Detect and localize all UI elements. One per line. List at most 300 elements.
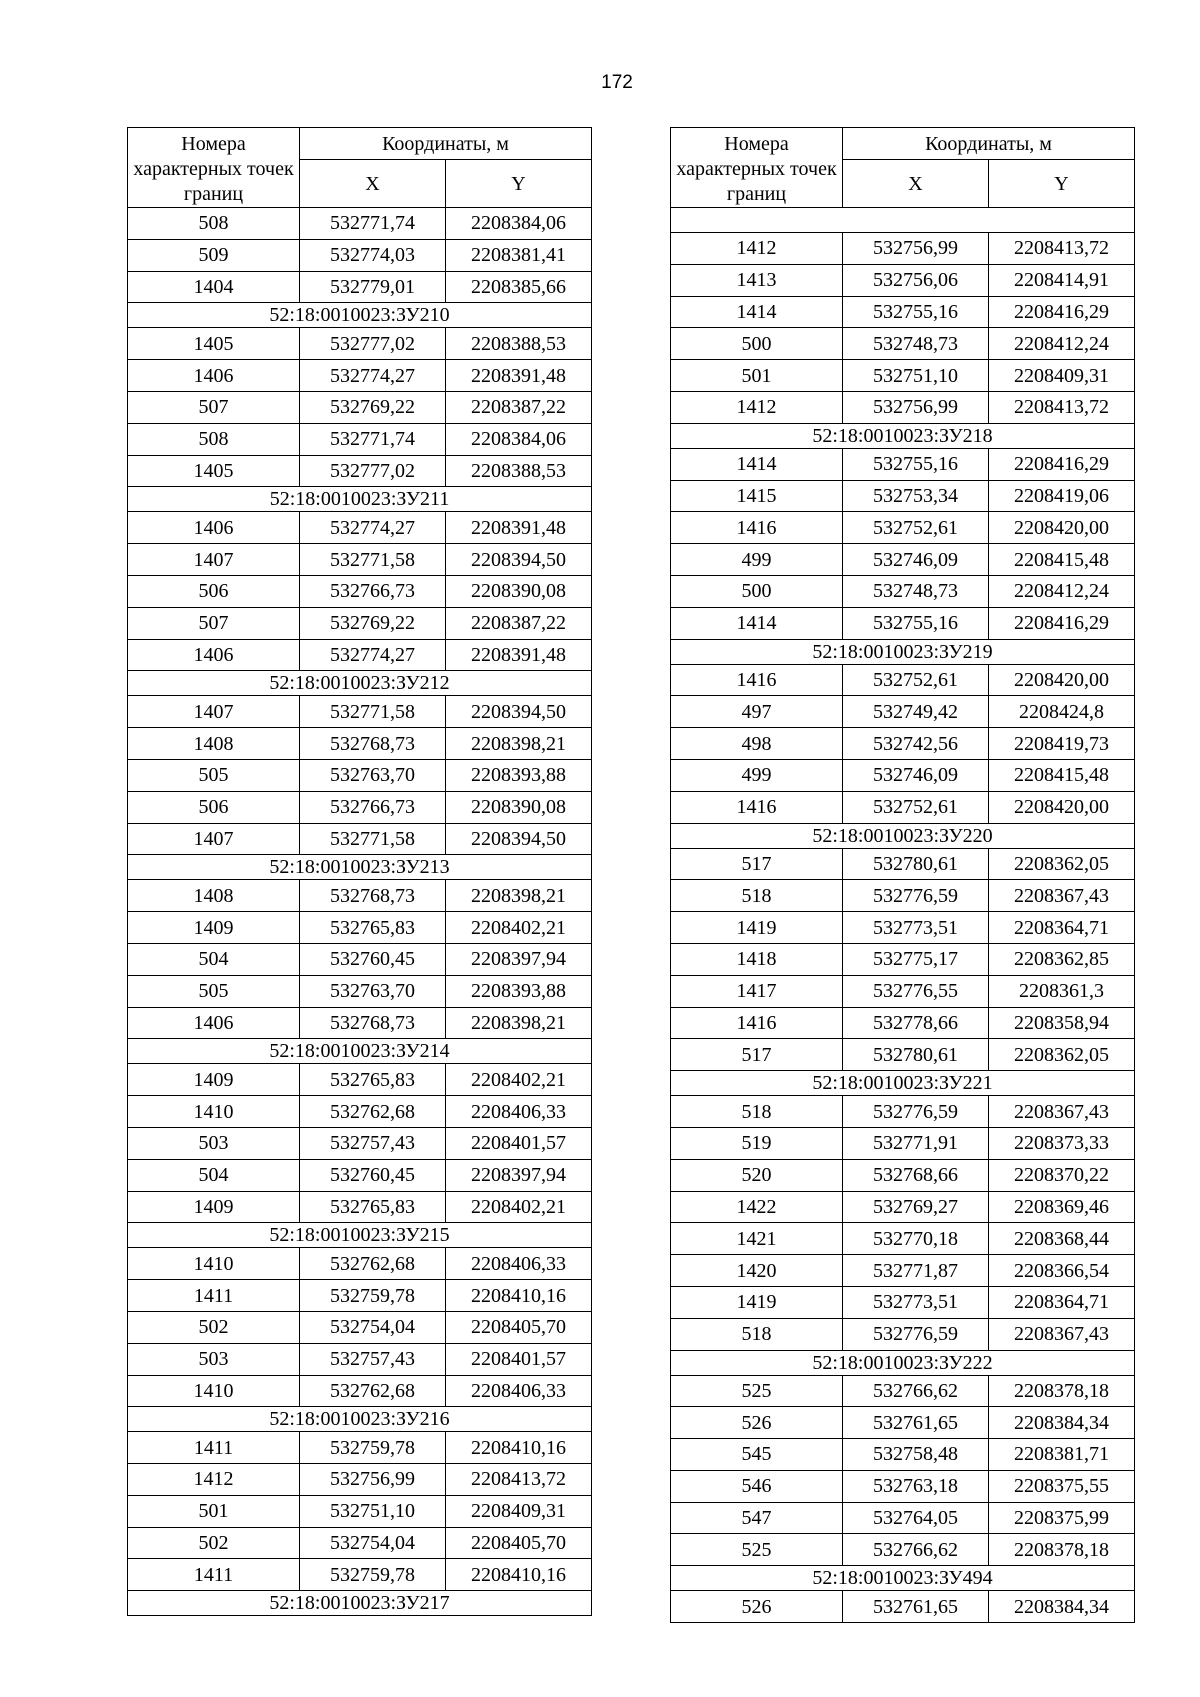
x-coordinate-cell: 532770,18 (843, 1223, 989, 1255)
point-number-cell: 504 (128, 1159, 300, 1191)
coordinate-row (128, 544, 592, 576)
parcel-cadastral-number: 52:18:0010023:ЗУ210 (128, 303, 592, 328)
point-number-cell: 1408 (128, 728, 300, 760)
coordinate-row (128, 1096, 592, 1128)
coordinate-row (671, 664, 1135, 696)
coordinate-row (671, 1407, 1135, 1439)
y-coordinate-cell: 2208362,05 (989, 848, 1135, 880)
parcel-section-row (128, 1223, 592, 1248)
y-coordinate-cell: 2208402,21 (446, 912, 592, 944)
point-number-cell: 498 (671, 728, 843, 760)
coordinate-row (128, 639, 592, 671)
y-coordinate-cell: 2208358,94 (989, 1007, 1135, 1039)
coordinate-row (128, 1064, 592, 1096)
parcel-section-row (128, 1407, 592, 1432)
parcel-cadastral-number: 52:18:0010023:ЗУ214 (128, 1039, 592, 1064)
y-coordinate-cell: 2208384,06 (446, 423, 592, 455)
coordinate-row (671, 1286, 1135, 1318)
point-number-cell: 1415 (671, 480, 843, 512)
coordinate-row (671, 544, 1135, 576)
point-number-cell: 1413 (671, 264, 843, 296)
y-coordinate-cell: 2208410,16 (446, 1280, 592, 1312)
point-number-cell: 1411 (128, 1559, 300, 1591)
coordinates-header: Координаты, м (300, 128, 592, 160)
x-coordinate-cell: 532769,27 (843, 1191, 989, 1223)
x-coordinate-cell: 532756,06 (843, 264, 989, 296)
parcel-cadastral-number (671, 208, 1135, 233)
y-coordinate-cell: 2208419,06 (989, 480, 1135, 512)
y-coordinate-cell: 2208388,53 (446, 328, 592, 360)
point-number-cell: 1416 (671, 791, 843, 823)
point-number-cell: 499 (671, 759, 843, 791)
parcel-section-row (128, 487, 592, 512)
coordinate-row (128, 943, 592, 975)
y-coordinate-cell: 2208394,50 (446, 823, 592, 855)
x-coordinate-cell: 532768,73 (300, 728, 446, 760)
point-number-cell: 518 (671, 1096, 843, 1128)
parcel-section-row (671, 1350, 1135, 1375)
point-number-cell: 1406 (128, 639, 300, 671)
x-coordinate-cell: 532752,61 (843, 791, 989, 823)
x-coordinate-cell: 532777,02 (300, 455, 446, 487)
coordinate-row (128, 1464, 592, 1496)
y-coordinate-cell: 2208391,48 (446, 360, 592, 392)
y-coordinate-cell: 2208391,48 (446, 639, 592, 671)
point-number-cell: 520 (671, 1159, 843, 1191)
point-number-cell: 503 (128, 1127, 300, 1159)
y-coordinate-cell: 2208409,31 (446, 1495, 592, 1527)
point-number-cell: 1419 (671, 912, 843, 944)
coordinate-row (671, 912, 1135, 944)
point-number-cell: 506 (128, 575, 300, 607)
coordinate-row (128, 1559, 592, 1591)
y-coordinate-cell: 2208413,72 (446, 1464, 592, 1496)
x-coordinate-cell: 532766,73 (300, 791, 446, 823)
x-coordinate-cell: 532762,68 (300, 1248, 446, 1280)
y-coordinate-cell: 2208402,21 (446, 1191, 592, 1223)
coordinate-row (128, 1191, 592, 1223)
coordinates-header: Координаты, м (843, 128, 1135, 160)
y-coordinate-cell: 2208394,50 (446, 544, 592, 576)
coordinate-row (671, 1007, 1135, 1039)
x-coordinate-cell: 532751,10 (843, 360, 989, 392)
point-number-cell: 545 (671, 1439, 843, 1471)
x-coordinate-cell: 532748,73 (843, 575, 989, 607)
y-coordinate-cell: 2208419,73 (989, 728, 1135, 760)
x-coordinate-cell: 532761,65 (843, 1591, 989, 1623)
point-number-cell: 1406 (128, 1007, 300, 1039)
x-coordinate-cell: 532771,74 (300, 423, 446, 455)
y-coordinate-cell: 2208397,94 (446, 1159, 592, 1191)
coordinate-row (128, 1495, 592, 1527)
x-coordinate-cell: 532771,87 (843, 1255, 989, 1287)
coordinate-row (671, 607, 1135, 639)
point-number-cell: 525 (671, 1375, 843, 1407)
x-coordinate-cell: 532758,48 (843, 1439, 989, 1471)
x-coordinate-cell: 532763,70 (300, 975, 446, 1007)
coordinate-row (671, 1191, 1135, 1223)
coordinate-row (128, 1159, 592, 1191)
point-number-cell: 1407 (128, 696, 300, 728)
parcel-section-row (671, 1071, 1135, 1096)
point-number-cell: 517 (671, 848, 843, 880)
x-coordinate-cell: 532766,73 (300, 575, 446, 607)
x-coordinate-cell: 532773,51 (843, 912, 989, 944)
parcel-cadastral-number: 52:18:0010023:ЗУ220 (671, 823, 1135, 848)
parcel-cadastral-number: 52:18:0010023:ЗУ213 (128, 855, 592, 880)
y-coordinate-cell: 2208390,08 (446, 575, 592, 607)
coordinate-row (128, 360, 592, 392)
x-coordinate-cell: 532749,42 (843, 696, 989, 728)
x-coordinate-cell: 532751,10 (300, 1495, 446, 1527)
parcel-section-row (128, 1039, 592, 1064)
y-coordinate-cell: 2208361,3 (989, 975, 1135, 1007)
point-number-cell: 1414 (671, 296, 843, 328)
page-number: 172 (601, 72, 633, 93)
coordinate-row (671, 975, 1135, 1007)
x-coordinate-cell: 532759,78 (300, 1559, 446, 1591)
y-coordinate-cell: 2208410,16 (446, 1559, 592, 1591)
x-coordinate-cell: 532780,61 (843, 1039, 989, 1071)
y-coordinate-cell: 2208390,08 (446, 791, 592, 823)
coordinate-row (671, 480, 1135, 512)
x-coordinate-cell: 532776,59 (843, 880, 989, 912)
y-coordinate-cell: 2208405,70 (446, 1311, 592, 1343)
parcel-cadastral-number: 52:18:0010023:ЗУ222 (671, 1350, 1135, 1375)
coordinate-row (128, 208, 592, 240)
x-coordinate-cell: 532765,83 (300, 912, 446, 944)
y-coordinate-cell: 2208414,91 (989, 264, 1135, 296)
x-coordinate-cell: 532753,34 (843, 480, 989, 512)
x-coordinate-cell: 532754,04 (300, 1527, 446, 1559)
coordinate-row (128, 759, 592, 791)
y-coordinate-cell: 2208387,22 (446, 607, 592, 639)
coordinate-row (128, 328, 592, 360)
coordinate-row (128, 728, 592, 760)
x-coordinate-cell: 532774,27 (300, 360, 446, 392)
point-number-cell: 1417 (671, 975, 843, 1007)
point-number-cell: 1404 (128, 271, 300, 303)
y-coordinate-cell: 2208424,8 (989, 696, 1135, 728)
point-number-cell: 505 (128, 975, 300, 1007)
x-coordinate-cell: 532756,99 (843, 233, 989, 265)
y-coordinate-cell: 2208367,43 (989, 880, 1135, 912)
point-number-cell: 1411 (128, 1280, 300, 1312)
y-coordinate-cell: 2208405,70 (446, 1527, 592, 1559)
x-coordinate-cell: 532771,74 (300, 208, 446, 240)
coordinate-row (671, 728, 1135, 760)
coordinate-row (128, 1375, 592, 1407)
y-coordinate-cell: 2208413,72 (989, 233, 1135, 265)
x-coordinate-cell: 532768,66 (843, 1159, 989, 1191)
y-coordinate-cell: 2208416,29 (989, 448, 1135, 480)
parcel-section-row (671, 208, 1135, 233)
point-number-cell: 546 (671, 1470, 843, 1502)
y-coordinate-cell: 2208406,33 (446, 1248, 592, 1280)
coordinates-table-left (127, 127, 592, 1616)
parcel-cadastral-number: 52:18:0010023:ЗУ221 (671, 1071, 1135, 1096)
coordinate-row (671, 1127, 1135, 1159)
y-coordinate-cell: 2208369,46 (989, 1191, 1135, 1223)
point-number-cell: 1420 (671, 1255, 843, 1287)
y-column-header: Y (446, 160, 592, 208)
point-number-cell: 504 (128, 943, 300, 975)
x-coordinate-cell: 532742,56 (843, 728, 989, 760)
coordinate-row (671, 943, 1135, 975)
coordinate-row (128, 880, 592, 912)
y-coordinate-cell: 2208402,21 (446, 1064, 592, 1096)
parcel-cadastral-number: 52:18:0010023:ЗУ494 (671, 1566, 1135, 1591)
point-number-cell: 1416 (671, 1007, 843, 1039)
point-number-cell: 501 (128, 1495, 300, 1527)
x-coordinate-cell: 532769,22 (300, 607, 446, 639)
y-coordinate-cell: 2208415,48 (989, 759, 1135, 791)
point-number-cell: 1416 (671, 512, 843, 544)
x-column-header: X (843, 160, 989, 208)
x-coordinate-cell: 532774,27 (300, 639, 446, 671)
y-coordinate-cell: 2208384,34 (989, 1407, 1135, 1439)
coordinate-row (128, 823, 592, 855)
coordinate-row (671, 512, 1135, 544)
y-coordinate-cell: 2208375,99 (989, 1502, 1135, 1534)
coordinate-row (671, 1318, 1135, 1350)
coordinates-table-right (670, 127, 1135, 1623)
x-coordinate-cell: 532760,45 (300, 943, 446, 975)
parcel-cadastral-number: 52:18:0010023:ЗУ217 (128, 1591, 592, 1616)
parcel-section-row (671, 1566, 1135, 1591)
y-coordinate-cell: 2208406,33 (446, 1375, 592, 1407)
point-number-cell: 1416 (671, 664, 843, 696)
x-coordinate-cell: 532762,68 (300, 1375, 446, 1407)
x-coordinate-cell: 532763,70 (300, 759, 446, 791)
coordinate-row (128, 1007, 592, 1039)
parcel-cadastral-number: 52:18:0010023:ЗУ216 (128, 1407, 592, 1432)
parcel-section-row (128, 855, 592, 880)
coordinate-row (671, 264, 1135, 296)
coordinate-row (671, 759, 1135, 791)
coordinate-row (671, 448, 1135, 480)
y-coordinate-cell: 2208393,88 (446, 759, 592, 791)
coordinate-row (128, 239, 592, 271)
point-number-cell: 526 (671, 1407, 843, 1439)
y-coordinate-cell: 2208378,18 (989, 1375, 1135, 1407)
coordinate-row (128, 423, 592, 455)
point-number-cell: 518 (671, 880, 843, 912)
x-coordinate-cell: 532748,73 (843, 328, 989, 360)
coordinate-row (671, 296, 1135, 328)
x-coordinate-cell: 532763,18 (843, 1470, 989, 1502)
point-number-cell: 507 (128, 607, 300, 639)
point-number-cell: 1407 (128, 823, 300, 855)
y-coordinate-cell: 2208381,71 (989, 1439, 1135, 1471)
y-coordinate-cell: 2208412,24 (989, 328, 1135, 360)
y-coordinate-cell: 2208420,00 (989, 664, 1135, 696)
parcel-cadastral-number: 52:18:0010023:ЗУ212 (128, 671, 592, 696)
coordinate-row (128, 391, 592, 423)
x-coordinate-cell: 532774,03 (300, 239, 446, 271)
x-coordinate-cell: 532780,61 (843, 848, 989, 880)
coordinate-row (671, 575, 1135, 607)
parcel-section-row (128, 1591, 592, 1616)
y-coordinate-cell: 2208393,88 (446, 975, 592, 1007)
y-coordinate-cell: 2208366,54 (989, 1255, 1135, 1287)
point-number-cell: 1414 (671, 448, 843, 480)
point-number-cell: 1410 (128, 1248, 300, 1280)
point-number-cell: 1412 (671, 233, 843, 265)
y-coordinate-cell: 2208368,44 (989, 1223, 1135, 1255)
x-coordinate-cell: 532757,43 (300, 1127, 446, 1159)
y-coordinate-cell: 2208398,21 (446, 1007, 592, 1039)
y-coordinate-cell: 2208409,31 (989, 360, 1135, 392)
point-number-cell: 497 (671, 696, 843, 728)
y-coordinate-cell: 2208367,43 (989, 1096, 1135, 1128)
y-coordinate-cell: 2208416,29 (989, 607, 1135, 639)
point-number-cell: 526 (671, 1591, 843, 1623)
coordinate-row (128, 1127, 592, 1159)
parcel-section-row (671, 823, 1135, 848)
coordinate-row (671, 1255, 1135, 1287)
y-coordinate-cell: 2208401,57 (446, 1343, 592, 1375)
point-number-cell: 525 (671, 1534, 843, 1566)
point-number-cell: 500 (671, 575, 843, 607)
y-coordinate-cell: 2208362,85 (989, 943, 1135, 975)
x-coordinate-cell: 532771,58 (300, 544, 446, 576)
x-coordinate-cell: 532760,45 (300, 1159, 446, 1191)
x-coordinate-cell: 532771,58 (300, 823, 446, 855)
coordinate-row (671, 391, 1135, 423)
point-number-cell: 1410 (128, 1096, 300, 1128)
y-column-header: Y (989, 160, 1135, 208)
y-coordinate-cell: 2208370,22 (989, 1159, 1135, 1191)
coordinate-row (671, 1096, 1135, 1128)
y-coordinate-cell: 2208375,55 (989, 1470, 1135, 1502)
y-coordinate-cell: 2208397,94 (446, 943, 592, 975)
coordinate-row (671, 1470, 1135, 1502)
x-coordinate-cell: 532746,09 (843, 544, 989, 576)
parcel-cadastral-number: 52:18:0010023:ЗУ219 (671, 639, 1135, 664)
coordinate-row (128, 975, 592, 1007)
point-number-cell: 506 (128, 791, 300, 823)
coordinate-row (671, 233, 1135, 265)
x-coordinate-cell: 532774,27 (300, 512, 446, 544)
y-coordinate-cell: 2208364,71 (989, 912, 1135, 944)
x-coordinate-cell: 532757,43 (300, 1343, 446, 1375)
y-coordinate-cell: 2208385,66 (446, 271, 592, 303)
point-number-cell: 1407 (128, 544, 300, 576)
point-number-cell: 1418 (671, 943, 843, 975)
coordinate-row (128, 1280, 592, 1312)
point-number-cell: 1406 (128, 512, 300, 544)
coordinate-row (671, 1159, 1135, 1191)
x-coordinate-cell: 532761,65 (843, 1407, 989, 1439)
point-number-cell: 508 (128, 423, 300, 455)
x-coordinate-cell: 532773,51 (843, 1286, 989, 1318)
point-number-cell: 502 (128, 1527, 300, 1559)
y-coordinate-cell: 2208391,48 (446, 512, 592, 544)
coordinate-row (128, 1311, 592, 1343)
parcel-section-row (671, 639, 1135, 664)
y-coordinate-cell: 2208410,16 (446, 1432, 592, 1464)
point-number-cell: 499 (671, 544, 843, 576)
coordinate-row (671, 328, 1135, 360)
point-number-cell: 547 (671, 1502, 843, 1534)
y-coordinate-cell: 2208364,71 (989, 1286, 1135, 1318)
x-coordinate-cell: 532762,68 (300, 1096, 446, 1128)
y-coordinate-cell: 2208406,33 (446, 1096, 592, 1128)
x-coordinate-cell: 532776,55 (843, 975, 989, 1007)
point-number-cell: 1412 (128, 1464, 300, 1496)
point-number-cell: 1408 (128, 880, 300, 912)
point-numbers-header: Номера характерных точек границ (128, 128, 300, 208)
coordinate-row (671, 1375, 1135, 1407)
y-coordinate-cell: 2208398,21 (446, 728, 592, 760)
coordinate-row (128, 696, 592, 728)
x-coordinate-cell: 532768,73 (300, 1007, 446, 1039)
coordinate-row (671, 848, 1135, 880)
point-number-cell: 1406 (128, 360, 300, 392)
parcel-cadastral-number: 52:18:0010023:ЗУ211 (128, 487, 592, 512)
coordinate-row (128, 271, 592, 303)
parcel-cadastral-number: 52:18:0010023:ЗУ218 (671, 423, 1135, 448)
x-coordinate-cell: 532756,99 (300, 1464, 446, 1496)
point-number-cell: 1409 (128, 912, 300, 944)
point-numbers-header: Номера характерных точек границ (671, 128, 843, 208)
y-coordinate-cell: 2208420,00 (989, 512, 1135, 544)
y-coordinate-cell: 2208388,53 (446, 455, 592, 487)
point-number-cell: 503 (128, 1343, 300, 1375)
coordinate-row (671, 360, 1135, 392)
point-number-cell: 1412 (671, 391, 843, 423)
point-number-cell: 509 (128, 239, 300, 271)
x-coordinate-cell: 532766,62 (843, 1534, 989, 1566)
x-coordinate-cell: 532771,58 (300, 696, 446, 728)
y-coordinate-cell: 2208367,43 (989, 1318, 1135, 1350)
x-coordinate-cell: 532765,83 (300, 1191, 446, 1223)
point-number-cell: 501 (671, 360, 843, 392)
point-number-cell: 1409 (128, 1064, 300, 1096)
x-coordinate-cell: 532752,61 (843, 512, 989, 544)
y-coordinate-cell: 2208416,29 (989, 296, 1135, 328)
x-coordinate-cell: 532778,66 (843, 1007, 989, 1039)
x-coordinate-cell: 532777,02 (300, 328, 446, 360)
y-coordinate-cell: 2208420,00 (989, 791, 1135, 823)
y-coordinate-cell: 2208381,41 (446, 239, 592, 271)
coordinate-row (671, 1223, 1135, 1255)
x-coordinate-cell: 532765,83 (300, 1064, 446, 1096)
y-coordinate-cell: 2208412,24 (989, 575, 1135, 607)
x-coordinate-cell: 532755,16 (843, 607, 989, 639)
coordinate-row (128, 1248, 592, 1280)
x-coordinate-cell: 532768,73 (300, 880, 446, 912)
coordinate-row (671, 1039, 1135, 1071)
x-column-header: X (300, 160, 446, 208)
coordinate-row (671, 880, 1135, 912)
coordinate-row (671, 1439, 1135, 1471)
coordinate-row (671, 696, 1135, 728)
coordinate-row (128, 912, 592, 944)
coordinate-row (671, 1502, 1135, 1534)
coordinate-row (128, 1432, 592, 1464)
y-coordinate-cell: 2208415,48 (989, 544, 1135, 576)
y-coordinate-cell: 2208387,22 (446, 391, 592, 423)
point-number-cell: 1414 (671, 607, 843, 639)
x-coordinate-cell: 532779,01 (300, 271, 446, 303)
x-coordinate-cell: 532759,78 (300, 1432, 446, 1464)
coordinate-row (671, 1534, 1135, 1566)
coordinate-row (671, 1591, 1135, 1623)
y-coordinate-cell: 2208384,34 (989, 1591, 1135, 1623)
point-number-cell: 1405 (128, 455, 300, 487)
